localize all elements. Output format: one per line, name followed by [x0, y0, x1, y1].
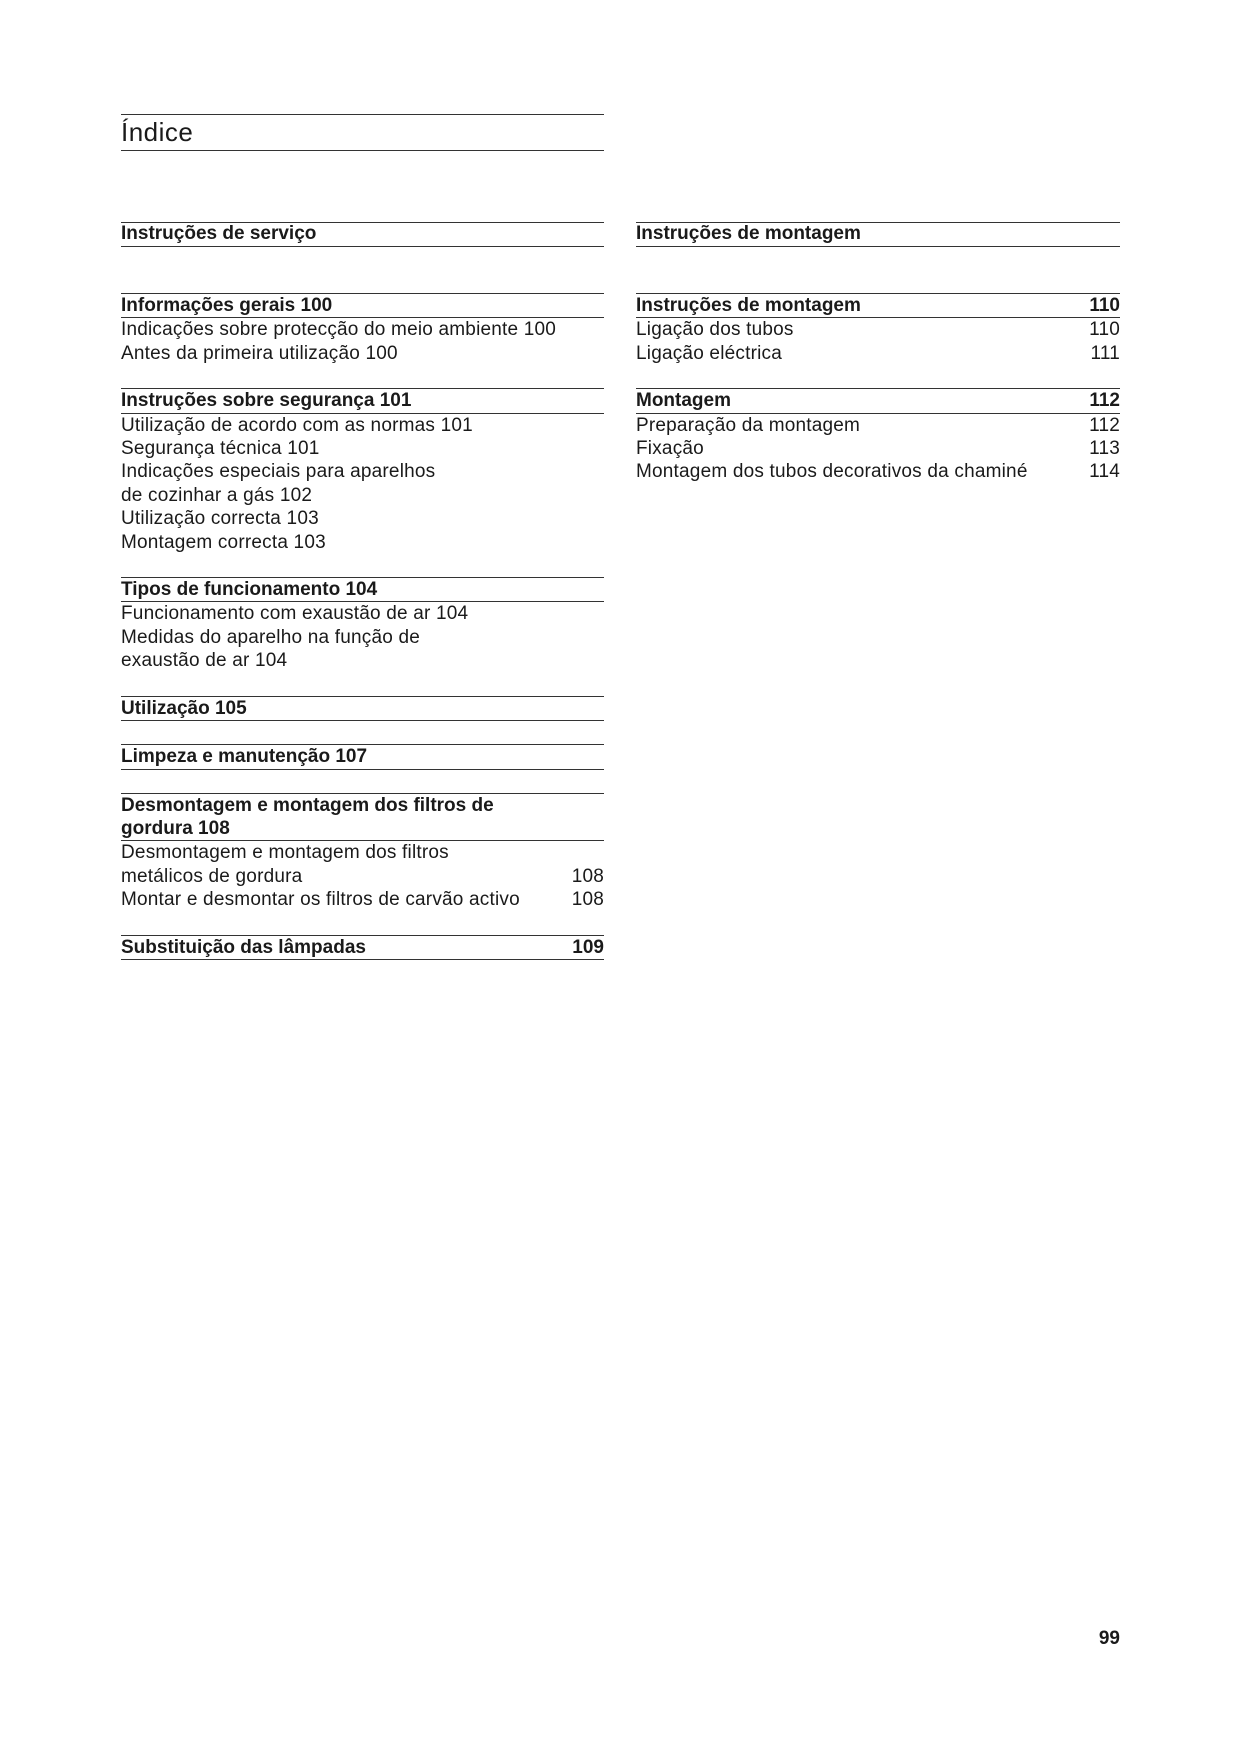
toc-entry-text: Indicações especiais para aparelhos de cozinhar a gás 102 [121, 461, 436, 506]
toc-section-heading [121, 388, 604, 413]
toc-entry-text: Fixação [636, 438, 704, 460]
toc-entry-page: 108 [571, 889, 604, 911]
toc-entry-text: Utilização correcta 103 [121, 508, 319, 530]
toc-section [121, 293, 604, 365]
toc-section [121, 577, 604, 673]
toc-entry-page: 112 [1089, 414, 1120, 436]
toc-section-heading [121, 293, 604, 318]
toc-heading-text: Utilização 105 [121, 697, 247, 719]
toc-entry-text: Montar e desmontar os filtros de carvão activo [121, 889, 520, 911]
toc-section-heading [121, 577, 604, 602]
right-column-header: Instruções de montagem [636, 222, 1120, 247]
toc-section [121, 388, 604, 554]
toc-entry [636, 437, 1120, 460]
toc-entry [121, 342, 604, 365]
toc-heading-page: 112 [1089, 390, 1120, 412]
toc-entry-text: Funcionamento com exaustão de ar 104 [121, 603, 469, 625]
toc-heading-text: Tipos de funcionamento 104 [121, 579, 378, 601]
toc-entry-text: Ligação dos tubos [636, 319, 794, 341]
toc-entry [121, 626, 604, 673]
toc-entry [121, 437, 604, 460]
toc-heading-text: Informações gerais 100 [121, 295, 333, 316]
toc-section-heading [636, 388, 1120, 413]
toc-section [121, 696, 604, 721]
left-column [121, 222, 604, 983]
toc-heading-text: Montagem [636, 390, 731, 412]
page-title: Índice [121, 117, 194, 147]
toc-heading-text: Desmontagem e montagem dos filtros de gordura 108 [121, 794, 494, 839]
toc-entry-page: 114 [1089, 461, 1120, 483]
toc-entry [121, 318, 604, 341]
toc-entry-page: 110 [1089, 319, 1120, 341]
toc-entry-page: 111 [1090, 342, 1120, 364]
toc-section [636, 293, 1120, 365]
toc-entry-text: Preparação da montagem [636, 414, 861, 436]
toc-entry-text: Ligação eléctrica [636, 342, 782, 364]
page-number: 99 [1098, 1628, 1120, 1649]
title-block [121, 114, 604, 151]
toc-heading-text: Substituição das lâmpadas [121, 936, 366, 958]
toc-entry-text: Montagem dos tubos decorativos da chaminé [636, 461, 1028, 483]
toc-entry-text: Montagem correcta 103 [121, 531, 326, 553]
toc-entry [636, 342, 1120, 365]
toc-entry-text: Desmontagem e montagem dos filtros metálicos de gordura [121, 842, 449, 887]
toc-entry-text: Antes da primeira utilização 100 [121, 342, 398, 364]
left-sections [121, 293, 604, 960]
toc-heading-text: Instruções de montagem [636, 295, 861, 316]
toc-entry [121, 531, 604, 554]
right-sections [636, 293, 1120, 484]
toc-entry-text: Segurança técnica 101 [121, 438, 320, 460]
left-column-header: Instruções de serviço [121, 222, 604, 247]
right-column [636, 222, 1120, 507]
toc-section [636, 388, 1120, 484]
toc-heading-text: Limpeza e manutenção 107 [121, 746, 368, 768]
toc-entry [636, 460, 1120, 483]
toc-entry-text: Medidas do aparelho na função de exaustão de ar 104 [121, 626, 421, 672]
toc-section-heading [121, 696, 604, 721]
toc-entry [121, 507, 604, 530]
toc-entry-text: Indicações sobre protecção do meio ambiente 100 [121, 319, 557, 341]
toc-heading-text: Instruções sobre segurança 101 [121, 390, 412, 412]
toc-heading-page: 110 [1089, 295, 1120, 316]
toc-entry [636, 318, 1120, 341]
toc-entry [121, 602, 604, 625]
toc-section [121, 935, 604, 960]
toc-entry [121, 460, 604, 507]
toc-heading-page: 109 [572, 936, 604, 958]
toc-entry [121, 414, 604, 437]
toc-entry-page: 108 [571, 865, 604, 887]
toc-section-heading [636, 293, 1120, 318]
toc-entry [121, 841, 604, 888]
toc-entry [636, 414, 1120, 437]
toc-entry-page: 113 [1089, 438, 1120, 460]
toc-section [121, 744, 604, 769]
toc-section-heading [121, 935, 604, 960]
toc-section-heading [121, 793, 604, 842]
toc-entry-text: Utilização de acordo com as normas 101 [121, 414, 473, 436]
toc-section-heading [121, 744, 604, 769]
toc-section [121, 793, 604, 912]
toc-entry [121, 888, 604, 911]
